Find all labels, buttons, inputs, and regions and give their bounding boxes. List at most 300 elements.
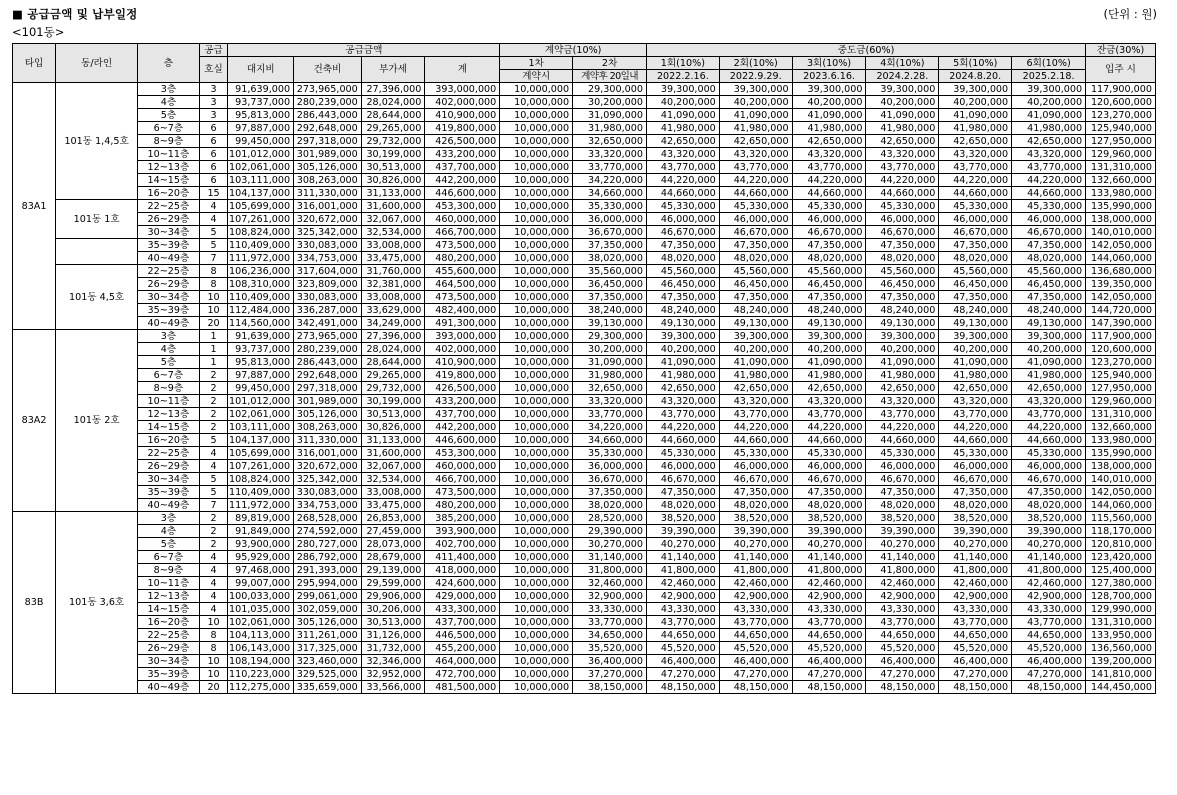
table-row <box>13 83 1156 96</box>
vat-cell: 33,629,000 <box>361 304 425 317</box>
interim-2-cell: 48,150,000 <box>719 681 792 694</box>
total-cell: 464,000,000 <box>425 655 500 668</box>
balance-cell: 136,680,000 <box>1086 265 1156 278</box>
floor-cell: 16~20층 <box>138 187 200 200</box>
interim-3-cell: 42,650,000 <box>792 382 866 395</box>
interim-4-cell: 41,800,000 <box>866 564 939 577</box>
interim-6-cell: 42,650,000 <box>1012 135 1086 148</box>
balance-cell: 118,170,000 <box>1086 525 1156 538</box>
building-cell: 330,083,000 <box>294 486 362 499</box>
total-cell: 433,300,000 <box>425 603 500 616</box>
land-cell: 99,007,000 <box>228 577 294 590</box>
interim-3-cell: 41,980,000 <box>792 369 866 382</box>
interim-3-cell: 48,020,000 <box>792 252 866 265</box>
floor-cell: 4층 <box>138 343 200 356</box>
contract-2-cell: 32,460,000 <box>573 577 647 590</box>
total-cell: 473,500,000 <box>425 291 500 304</box>
floor-cell: 3층 <box>138 330 200 343</box>
interim-3-cell: 43,320,000 <box>792 395 866 408</box>
contract-1-cell: 10,000,000 <box>500 330 573 343</box>
contract-2-cell: 33,330,000 <box>573 603 647 616</box>
land-cell: 110,409,000 <box>228 486 294 499</box>
balance-cell: 141,810,000 <box>1086 668 1156 681</box>
vat-cell: 28,024,000 <box>361 343 425 356</box>
units-cell: 20 <box>199 317 228 330</box>
total-cell: 466,700,000 <box>425 473 500 486</box>
floor-cell: 26~29층 <box>138 642 200 655</box>
building-cell: 336,287,000 <box>294 304 362 317</box>
floor-cell: 22~25층 <box>138 265 200 278</box>
balance-cell: 120,600,000 <box>1086 343 1156 356</box>
dong-line-cell: 101동 4,5호 <box>56 265 138 330</box>
vat-cell: 33,008,000 <box>361 486 425 499</box>
interim-1-cell: 46,000,000 <box>646 213 719 226</box>
balance-cell: 142,050,000 <box>1086 291 1156 304</box>
interim-4-cell: 48,240,000 <box>866 304 939 317</box>
interim-6-cell: 40,270,000 <box>1012 538 1086 551</box>
vat-cell: 31,760,000 <box>361 265 425 278</box>
interim-1-cell: 48,020,000 <box>646 499 719 512</box>
building-cell: 286,443,000 <box>294 109 362 122</box>
interim-4-cell: 45,330,000 <box>866 447 939 460</box>
interim-6-cell: 44,660,000 <box>1012 187 1086 200</box>
units-cell: 3 <box>199 96 228 109</box>
interim-4-cell: 43,770,000 <box>866 408 939 421</box>
interim-5-cell: 43,320,000 <box>939 395 1012 408</box>
total-cell: 460,000,000 <box>425 460 500 473</box>
interim-1-cell: 43,770,000 <box>646 616 719 629</box>
floor-cell: 12~13층 <box>138 590 200 603</box>
table-row <box>13 434 1156 447</box>
vat-cell: 33,475,000 <box>361 499 425 512</box>
interim-2-cell: 48,240,000 <box>719 304 792 317</box>
interim-4-cell: 41,140,000 <box>866 551 939 564</box>
interim-3-cell: 39,390,000 <box>792 525 866 538</box>
interim-1-cell: 42,460,000 <box>646 577 719 590</box>
interim-1-cell: 42,650,000 <box>646 382 719 395</box>
floor-cell: 30~34층 <box>138 226 200 239</box>
interim-1-cell: 41,980,000 <box>646 122 719 135</box>
vat-cell: 34,249,000 <box>361 317 425 330</box>
interim-1-cell: 42,900,000 <box>646 590 719 603</box>
floor-cell: 26~29층 <box>138 213 200 226</box>
table-row <box>13 317 1156 330</box>
building-cell: 273,965,000 <box>294 83 362 96</box>
interim-2-cell: 42,900,000 <box>719 590 792 603</box>
interim-1-cell: 49,130,000 <box>646 317 719 330</box>
table-row <box>13 252 1156 265</box>
units-cell: 10 <box>199 304 228 317</box>
interim-3-cell: 48,020,000 <box>792 499 866 512</box>
table-row <box>13 525 1156 538</box>
total-cell: 442,200,000 <box>425 421 500 434</box>
interim-6-cell: 43,330,000 <box>1012 603 1086 616</box>
table-row <box>13 174 1156 187</box>
interim-4-cell: 45,520,000 <box>866 642 939 655</box>
floor-cell: 26~29층 <box>138 460 200 473</box>
interim-6-cell: 40,200,000 <box>1012 343 1086 356</box>
interim-3-cell: 42,460,000 <box>792 577 866 590</box>
table-row <box>13 642 1156 655</box>
contract-1-cell: 10,000,000 <box>500 616 573 629</box>
interim-5-cell: 43,770,000 <box>939 161 1012 174</box>
contract-2-cell: 35,520,000 <box>573 642 647 655</box>
land-cell: 111,972,000 <box>228 252 294 265</box>
interim-1-cell: 39,390,000 <box>646 525 719 538</box>
balance-cell: 129,960,000 <box>1086 395 1156 408</box>
interim-5-cell: 45,560,000 <box>939 265 1012 278</box>
table-row <box>13 499 1156 512</box>
floor-cell: 30~34층 <box>138 655 200 668</box>
col-supply-units-1: 공급 <box>199 44 228 57</box>
vat-cell: 29,732,000 <box>361 382 425 395</box>
floor-cell: 6~7층 <box>138 551 200 564</box>
interim-4-cell: 44,220,000 <box>866 174 939 187</box>
floor-cell: 6~7층 <box>138 369 200 382</box>
units-cell: 1 <box>199 330 228 343</box>
interim-2-cell: 45,330,000 <box>719 447 792 460</box>
balance-cell: 135,990,000 <box>1086 447 1156 460</box>
units-cell: 6 <box>199 122 228 135</box>
interim-6-cell: 43,320,000 <box>1012 395 1086 408</box>
balance-cell: 117,900,000 <box>1086 330 1156 343</box>
vat-cell: 28,679,000 <box>361 551 425 564</box>
building-cell: 308,263,000 <box>294 421 362 434</box>
interim-1-cell: 46,000,000 <box>646 460 719 473</box>
balance-cell: 117,900,000 <box>1086 83 1156 96</box>
interim-4-cell: 39,300,000 <box>866 330 939 343</box>
interim-6-cell: 45,560,000 <box>1012 265 1086 278</box>
interim-2-cell: 40,200,000 <box>719 343 792 356</box>
table-row <box>13 265 1156 278</box>
units-cell: 10 <box>199 668 228 681</box>
building-cell: 311,261,000 <box>294 629 362 642</box>
contract-1-cell: 10,000,000 <box>500 590 573 603</box>
interim-2-cell: 40,200,000 <box>719 96 792 109</box>
floor-cell: 22~25층 <box>138 629 200 642</box>
interim-4-cell: 46,000,000 <box>866 213 939 226</box>
table-row <box>13 447 1156 460</box>
contract-2-cell: 37,350,000 <box>573 486 647 499</box>
vat-cell: 28,024,000 <box>361 96 425 109</box>
contract-1-cell: 10,000,000 <box>500 226 573 239</box>
col-interim-6-date: 2025.2.18. <box>1012 70 1086 83</box>
interim-5-cell: 38,520,000 <box>939 512 1012 525</box>
contract-2-cell: 36,000,000 <box>573 460 647 473</box>
contract-2-cell: 37,270,000 <box>573 668 647 681</box>
total-cell: 442,200,000 <box>425 174 500 187</box>
col-interim-4: 4회(10%) <box>866 57 939 70</box>
table-row <box>13 421 1156 434</box>
balance-cell: 131,310,000 <box>1086 616 1156 629</box>
vat-cell: 33,475,000 <box>361 252 425 265</box>
interim-4-cell: 40,200,000 <box>866 343 939 356</box>
interim-6-cell: 47,350,000 <box>1012 486 1086 499</box>
interim-3-cell: 41,140,000 <box>792 551 866 564</box>
units-cell: 8 <box>199 629 228 642</box>
table-header <box>13 44 1156 83</box>
units-cell: 3 <box>199 83 228 96</box>
contract-1-cell: 10,000,000 <box>500 356 573 369</box>
table-row <box>13 408 1156 421</box>
land-cell: 102,061,000 <box>228 408 294 421</box>
table-row <box>13 161 1156 174</box>
table-row <box>13 200 1156 213</box>
interim-2-cell: 39,390,000 <box>719 525 792 538</box>
balance-cell: 144,450,000 <box>1086 681 1156 694</box>
interim-2-cell: 45,330,000 <box>719 200 792 213</box>
interim-3-cell: 46,400,000 <box>792 655 866 668</box>
table-row <box>13 96 1156 109</box>
table-row <box>13 603 1156 616</box>
balance-cell: 133,950,000 <box>1086 629 1156 642</box>
interim-4-cell: 43,770,000 <box>866 161 939 174</box>
floor-cell: 14~15층 <box>138 174 200 187</box>
total-cell: 472,700,000 <box>425 668 500 681</box>
interim-6-cell: 49,130,000 <box>1012 317 1086 330</box>
interim-2-cell: 38,520,000 <box>719 512 792 525</box>
building-cell: 280,727,000 <box>294 538 362 551</box>
interim-2-cell: 43,770,000 <box>719 408 792 421</box>
building-cell: 297,318,000 <box>294 135 362 148</box>
floor-cell: 4층 <box>138 525 200 538</box>
vat-cell: 32,952,000 <box>361 668 425 681</box>
col-total: 계 <box>425 57 500 83</box>
land-cell: 103,111,000 <box>228 174 294 187</box>
total-cell: 410,900,000 <box>425 109 500 122</box>
balance-cell: 131,310,000 <box>1086 161 1156 174</box>
interim-4-cell: 44,220,000 <box>866 421 939 434</box>
land-cell: 93,737,000 <box>228 343 294 356</box>
contract-2-cell: 35,330,000 <box>573 200 647 213</box>
total-cell: 460,000,000 <box>425 213 500 226</box>
building-cell: 305,126,000 <box>294 161 362 174</box>
land-cell: 91,639,000 <box>228 330 294 343</box>
interim-1-cell: 44,220,000 <box>646 421 719 434</box>
contract-2-cell: 34,660,000 <box>573 187 647 200</box>
contract-2-cell: 35,560,000 <box>573 265 647 278</box>
total-cell: 473,500,000 <box>425 239 500 252</box>
total-cell: 426,500,000 <box>425 382 500 395</box>
contract-1-cell: 10,000,000 <box>500 460 573 473</box>
interim-3-cell: 43,770,000 <box>792 161 866 174</box>
table-row <box>13 135 1156 148</box>
land-cell: 108,824,000 <box>228 226 294 239</box>
total-cell: 464,500,000 <box>425 278 500 291</box>
total-cell: 491,300,000 <box>425 317 500 330</box>
balance-cell: 127,380,000 <box>1086 577 1156 590</box>
col-type: 타입 <box>13 44 56 83</box>
contract-2-cell: 34,650,000 <box>573 629 647 642</box>
col-contract-1-when: 계약시 <box>500 70 573 83</box>
total-cell: 446,600,000 <box>425 434 500 447</box>
contract-1-cell: 10,000,000 <box>500 239 573 252</box>
table-row <box>13 564 1156 577</box>
building-cell: 302,059,000 <box>294 603 362 616</box>
interim-2-cell: 39,300,000 <box>719 330 792 343</box>
interim-2-cell: 44,660,000 <box>719 187 792 200</box>
contract-1-cell: 10,000,000 <box>500 499 573 512</box>
contract-2-cell: 28,520,000 <box>573 512 647 525</box>
balance-cell: 133,980,000 <box>1086 187 1156 200</box>
vat-cell: 30,826,000 <box>361 421 425 434</box>
interim-6-cell: 47,350,000 <box>1012 291 1086 304</box>
contract-2-cell: 30,270,000 <box>573 538 647 551</box>
contract-2-cell: 30,200,000 <box>573 96 647 109</box>
contract-2-cell: 29,390,000 <box>573 525 647 538</box>
interim-6-cell: 41,140,000 <box>1012 551 1086 564</box>
interim-6-cell: 44,660,000 <box>1012 434 1086 447</box>
table-row <box>13 343 1156 356</box>
building-cell: 316,001,000 <box>294 200 362 213</box>
vat-cell: 29,265,000 <box>361 122 425 135</box>
land-cell: 89,819,000 <box>228 512 294 525</box>
interim-3-cell: 40,200,000 <box>792 343 866 356</box>
contract-1-cell: 10,000,000 <box>500 83 573 96</box>
interim-1-cell: 45,520,000 <box>646 642 719 655</box>
land-cell: 108,824,000 <box>228 473 294 486</box>
building-cell: 295,994,000 <box>294 577 362 590</box>
interim-2-cell: 44,650,000 <box>719 629 792 642</box>
units-cell: 2 <box>199 408 228 421</box>
units-cell: 2 <box>199 421 228 434</box>
interim-3-cell: 43,770,000 <box>792 408 866 421</box>
interim-6-cell: 47,350,000 <box>1012 239 1086 252</box>
interim-2-cell: 43,770,000 <box>719 616 792 629</box>
balance-cell: 139,350,000 <box>1086 278 1156 291</box>
interim-4-cell: 43,770,000 <box>866 616 939 629</box>
interim-5-cell: 42,460,000 <box>939 577 1012 590</box>
interim-1-cell: 47,350,000 <box>646 486 719 499</box>
interim-2-cell: 44,220,000 <box>719 421 792 434</box>
units-cell: 5 <box>199 434 228 447</box>
units-cell: 1 <box>199 343 228 356</box>
vat-cell: 29,265,000 <box>361 369 425 382</box>
vat-cell: 33,008,000 <box>361 291 425 304</box>
land-cell: 95,929,000 <box>228 551 294 564</box>
interim-6-cell: 41,980,000 <box>1012 369 1086 382</box>
interim-4-cell: 42,460,000 <box>866 577 939 590</box>
land-cell: 95,813,000 <box>228 356 294 369</box>
interim-5-cell: 45,520,000 <box>939 642 1012 655</box>
building-cell: 273,965,000 <box>294 330 362 343</box>
building-cell: 330,083,000 <box>294 291 362 304</box>
building-cell: 305,126,000 <box>294 616 362 629</box>
interim-5-cell: 44,220,000 <box>939 421 1012 434</box>
building-cell: 335,659,000 <box>294 681 362 694</box>
interim-6-cell: 40,200,000 <box>1012 96 1086 109</box>
vat-cell: 32,346,000 <box>361 655 425 668</box>
building-cell: 330,083,000 <box>294 239 362 252</box>
building-cell: 299,061,000 <box>294 590 362 603</box>
contract-1-cell: 10,000,000 <box>500 447 573 460</box>
land-cell: 108,310,000 <box>228 278 294 291</box>
contract-1-cell: 10,000,000 <box>500 291 573 304</box>
vat-cell: 27,459,000 <box>361 525 425 538</box>
units-cell: 4 <box>199 447 228 460</box>
building-cell: 342,491,000 <box>294 317 362 330</box>
interim-5-cell: 41,090,000 <box>939 109 1012 122</box>
land-cell: 93,737,000 <box>228 96 294 109</box>
land-cell: 112,275,000 <box>228 681 294 694</box>
balance-cell: 125,940,000 <box>1086 369 1156 382</box>
table-row <box>13 681 1156 694</box>
balance-cell: 133,980,000 <box>1086 434 1156 447</box>
vat-cell: 30,513,000 <box>361 616 425 629</box>
dong-line-cell: 101동 2호 <box>56 330 138 512</box>
interim-4-cell: 42,650,000 <box>866 135 939 148</box>
units-cell: 6 <box>199 174 228 187</box>
interim-2-cell: 43,320,000 <box>719 395 792 408</box>
table-row <box>13 538 1156 551</box>
balance-cell: 142,050,000 <box>1086 239 1156 252</box>
contract-1-cell: 10,000,000 <box>500 577 573 590</box>
interim-2-cell: 42,460,000 <box>719 577 792 590</box>
col-interim-1: 1회(10%) <box>646 57 719 70</box>
units-cell: 4 <box>199 590 228 603</box>
interim-6-cell: 46,670,000 <box>1012 226 1086 239</box>
units-cell: 7 <box>199 252 228 265</box>
balance-cell: 129,990,000 <box>1086 603 1156 616</box>
total-cell: 437,700,000 <box>425 161 500 174</box>
interim-6-cell: 48,150,000 <box>1012 681 1086 694</box>
building-cell: 308,263,000 <box>294 174 362 187</box>
interim-2-cell: 45,560,000 <box>719 265 792 278</box>
interim-1-cell: 47,270,000 <box>646 668 719 681</box>
building-cell: 280,239,000 <box>294 343 362 356</box>
land-cell: 106,143,000 <box>228 642 294 655</box>
interim-3-cell: 49,130,000 <box>792 317 866 330</box>
balance-cell: 135,990,000 <box>1086 200 1156 213</box>
building-cell: 286,443,000 <box>294 356 362 369</box>
building-cell: 286,792,000 <box>294 551 362 564</box>
contract-1-cell: 10,000,000 <box>500 473 573 486</box>
interim-5-cell: 47,350,000 <box>939 291 1012 304</box>
interim-5-cell: 48,150,000 <box>939 681 1012 694</box>
interim-2-cell: 46,000,000 <box>719 460 792 473</box>
interim-5-cell: 41,800,000 <box>939 564 1012 577</box>
interim-2-cell: 41,090,000 <box>719 356 792 369</box>
interim-6-cell: 39,390,000 <box>1012 525 1086 538</box>
contract-1-cell: 10,000,000 <box>500 278 573 291</box>
interim-3-cell: 41,980,000 <box>792 122 866 135</box>
floor-cell: 35~39층 <box>138 668 200 681</box>
interim-1-cell: 41,140,000 <box>646 551 719 564</box>
interim-4-cell: 46,450,000 <box>866 278 939 291</box>
interim-1-cell: 38,520,000 <box>646 512 719 525</box>
interim-2-cell: 43,320,000 <box>719 148 792 161</box>
interim-2-cell: 40,270,000 <box>719 538 792 551</box>
interim-3-cell: 41,090,000 <box>792 356 866 369</box>
interim-6-cell: 41,090,000 <box>1012 356 1086 369</box>
interim-5-cell: 48,020,000 <box>939 499 1012 512</box>
interim-2-cell: 44,220,000 <box>719 174 792 187</box>
dong-line-cell: 101동 3,6호 <box>56 512 138 694</box>
contract-2-cell: 36,400,000 <box>573 655 647 668</box>
interim-3-cell: 43,320,000 <box>792 148 866 161</box>
vat-cell: 31,600,000 <box>361 447 425 460</box>
total-cell: 433,200,000 <box>425 395 500 408</box>
balance-cell: 136,560,000 <box>1086 642 1156 655</box>
interim-6-cell: 46,670,000 <box>1012 473 1086 486</box>
balance-cell: 129,960,000 <box>1086 148 1156 161</box>
interim-6-cell: 42,900,000 <box>1012 590 1086 603</box>
contract-2-cell: 36,450,000 <box>573 278 647 291</box>
contract-1-cell: 10,000,000 <box>500 148 573 161</box>
total-cell: 455,200,000 <box>425 642 500 655</box>
land-cell: 112,484,000 <box>228 304 294 317</box>
interim-1-cell: 46,450,000 <box>646 278 719 291</box>
